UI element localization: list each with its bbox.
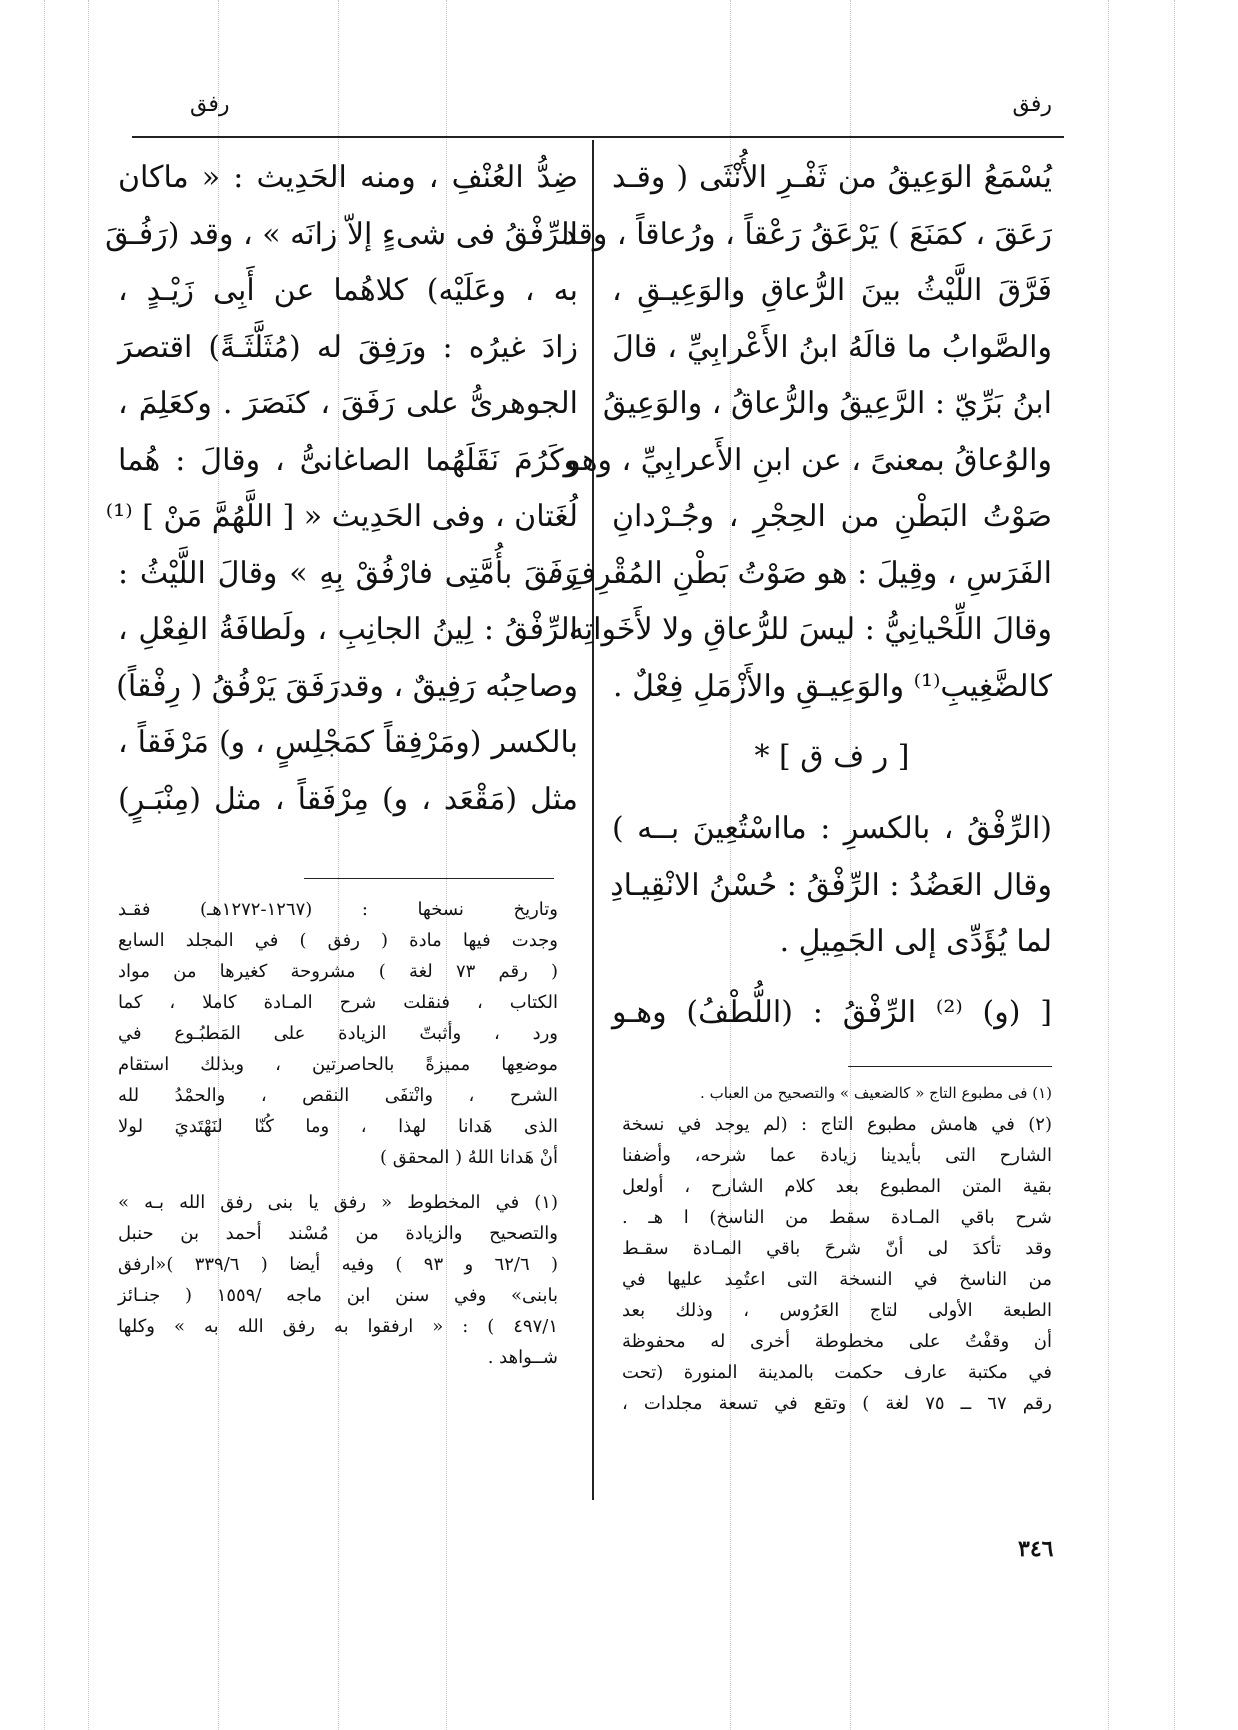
right-column — [545, 150, 1052, 1041]
running-head-left: رفق — [190, 92, 230, 117]
footnote-line: الشرح ، وانْتفَى النقص ، والحمْدُ لله — [118, 1085, 558, 1106]
footnote-rule-right — [848, 1066, 1052, 1067]
footnote-line: والتصحيح والزيادة من مُسْند أحمد بن حنبل — [118, 1223, 558, 1244]
text-line: لما يُؤَدِّى إلى الجَمِيلِ . — [779, 924, 1052, 959]
footnote-line: أنْ هَدانا اللهُ ( المحقق ) — [379, 1147, 558, 1168]
text-line: الرِّفْقُ فى شىءٍ إلاّ زانَه » ، وقد (رَفُـقَ — [105, 216, 578, 252]
footnote-line: في مكتبة عارف حكمت بالمدينة المنورة (تحت — [622, 1362, 1052, 1383]
footnote-line: الشارح التى بأيدينا زيادة عما شرحه، وأضفنا — [622, 1145, 1052, 1166]
entry-headword: [ ر ف ق ] * — [754, 739, 910, 774]
footnote-line: من الناسخ في النسخة التى اعتُمِد عليها في — [622, 1269, 1052, 1290]
text-line: وكَرُمَ نَقَلَهُما الصاغانىُّ ، وقالَ : هُما — [118, 442, 578, 478]
scan-dot-line — [88, 0, 89, 1730]
footnote-line: وتاريخ نسخها : (١٢٦٧-١٢٧٢هـ) فقـد — [118, 899, 558, 920]
footnote-line: وقد تأكدَ لى أنّ شرحَ باقي المـادة سقـط — [622, 1238, 1052, 1259]
footnote-line: موضعِها مميزةً بالحاصرتين ، وبذلك استقام — [118, 1054, 558, 1075]
text-line: كالضَّغِيبِ⁽¹⁾ والوَعِيـقِ والأَزْمَلِ فِعْلٌ . — [613, 668, 1052, 704]
text-line: بالكسر (ومَرْفِقاً كمَجْلِسٍ ، و) مَرْفَقاً ، — [118, 725, 578, 760]
text-line: الفَرَسِ ، وقِيلَ : هو صَوْتُ بَطْنِ المُقْرِفِ ، — [545, 555, 1052, 591]
footnote-line: بابنى» وفي سنن ابن ماجه /١٥٥٩ ( جنـائز — [118, 1285, 558, 1306]
scan-dot-line — [1174, 0, 1175, 1730]
page-number: ٣٤٦ — [1018, 1536, 1054, 1562]
footnotes-left — [118, 894, 558, 1373]
running-head-right: رفق — [1012, 92, 1052, 117]
scan-dot-line — [44, 0, 45, 1730]
footnote-line: الكتاب ، فنقلت شرح المـادة كاملا ، كما — [118, 992, 558, 1013]
footnote-line: (١) في المخطوط « رفق يا بنى رفق الله بـه » — [118, 1192, 558, 1213]
footnote-line: ( ٦٢/٦ و ٩٣ ) وفيه أيضا ( ٣٣٩/٦ )«ارفق — [118, 1254, 559, 1275]
footnote-1: (١) فى مطبوع التاج « كالضعيف » والتصحيح من العباب . — [700, 1084, 1052, 1102]
footnote-line: بقية المتن المطبوع بعد كلام الشارح ، أولعل — [622, 1176, 1052, 1197]
left-column — [105, 150, 578, 828]
text-line: رَعَقَ ، كمَنَعَ ) يَرْعَقُ رَعْقاً ، ورُعاقاً ، وقد — [562, 216, 1052, 252]
text-line: وقال العَضُدُ : الرِّفْقُ : حُسْنُ الانْقِيـادِ — [610, 867, 1052, 903]
footnote-line: ( رقم ٧٣ لغة ) مشروحة كغيرها من مواد — [118, 961, 558, 982]
text-line: رَفَقَ بأُمَّتِى فارْفُقْ بِهِ » وقالَ اللَّيْثُ : — [118, 555, 578, 591]
text-line: وقالَ اللِّحْيانِيُّ : ليسَ للرُّعاقِ ولا لأَخَواتِه — [568, 612, 1052, 647]
footnote-line: الطبعة الأولى لتاج العَرُوس ، وذلك بعد — [622, 1300, 1052, 1321]
footnote-line: شرح باقي المـادة سقط من الناسخ) ا هـ . — [622, 1207, 1052, 1228]
text-line: لُغَتان ، وفى الحَدِيث « [ اللَّهُمَّ مَنْ ] ⁽¹⁾ — [105, 499, 578, 534]
text-line: الجوهرىُّ على رَفَقَ ، كنَصَرَ . وكعَلِمَ ، — [118, 386, 578, 421]
text-line: (الرِّفْقُ ، بالكسرِ : مااسْتُعِينَ بــه ) — [612, 811, 1052, 846]
column-divider — [592, 140, 594, 1500]
footnote-line: شــواهد . — [487, 1347, 558, 1368]
text-line: ابنُ بَرِّيّ : الرَّعِيقُ والرُّعاقُ ، والوَعِيقُ — [602, 386, 1052, 421]
text-line: فَرَّقَ اللَّيْثُ بينَ الرُّعاقِ والوَعِيـقِ ، — [612, 273, 1052, 308]
text-line: والصَّوابُ ما قالَهُ ابنُ الأَعْرابِيِّ ، قالَ — [612, 329, 1052, 365]
footnote-line: الذى هَدانا لهذا ، وما كُنّا لنَهْتَديَ لولا — [118, 1116, 558, 1137]
text-line: وصاحِبُه رَفِيقٌ ، وقدرَفَقَ يَرْفُقُ ( رِفْقاً) — [116, 668, 578, 704]
footnote-rule-left — [304, 878, 554, 879]
footnote-line: وجدت فيها مادة ( رفق ) في المجلد السابع — [118, 930, 558, 951]
text-line: يُسْمَعُ الوَعِيقُ من ثَفْـرِ الأُنْثَى ( وقـد — [612, 160, 1052, 195]
text-line: صَوْتُ البَطْنِ من الحِجْرِ ، وجُـرْدانِ — [612, 499, 1052, 534]
footnote-line: ورد ، وأثبتّ الزيادة على المَطبُـوع في — [118, 1023, 558, 1044]
text-line: الرِّفْقُ : لِينُ الجانِبِ ، ولَطافَةُ الفِعْلِ ، — [118, 612, 578, 647]
text-line: [ (و) ⁽²⁾ الرِّفْقُ : (اللُّطْفُ) وهـو — [612, 994, 1052, 1030]
footnote-line: أن وقفْتُ على مخطوطة أخرى له محفوظة — [622, 1331, 1052, 1352]
text-line: زادَ غيرُه : ورَفِقَ له (مُثَلَّثَـةً) اقتصرَ — [118, 329, 578, 365]
text-line: به ، وعَلَيْه) كلاهُما عن أَبِى زَيْـدٍ ، — [118, 273, 578, 308]
text-line: مثل (مَقْعَد ، و) مِرْفَقاً ، مثل (مِنْبَـرٍ) — [118, 781, 578, 817]
footnote-line: (٢) في هامش مطبوع التاج : (لم يوجد في نسخة — [622, 1114, 1052, 1135]
footnote-line: ٤٩٧/١ ) : « ارفقوا به رفق الله به » وكلها — [118, 1316, 558, 1337]
scan-dot-line — [1108, 0, 1109, 1730]
header-rule — [132, 136, 1064, 138]
text-line: ضِدُّ العُنْفِ ، ومنه الحَدِيث : « ماكان — [118, 160, 578, 195]
footnotes-right — [622, 1078, 1052, 1419]
footnote-line: رقم ٦٧ ــ ٧٥ لغة ) وتقع في تسعة مجلدات ، — [622, 1393, 1052, 1414]
text-line: والوُعاقُ بمعنىً ، عن ابنِ الأَعرابِيِّ ، وهو — [566, 442, 1052, 478]
